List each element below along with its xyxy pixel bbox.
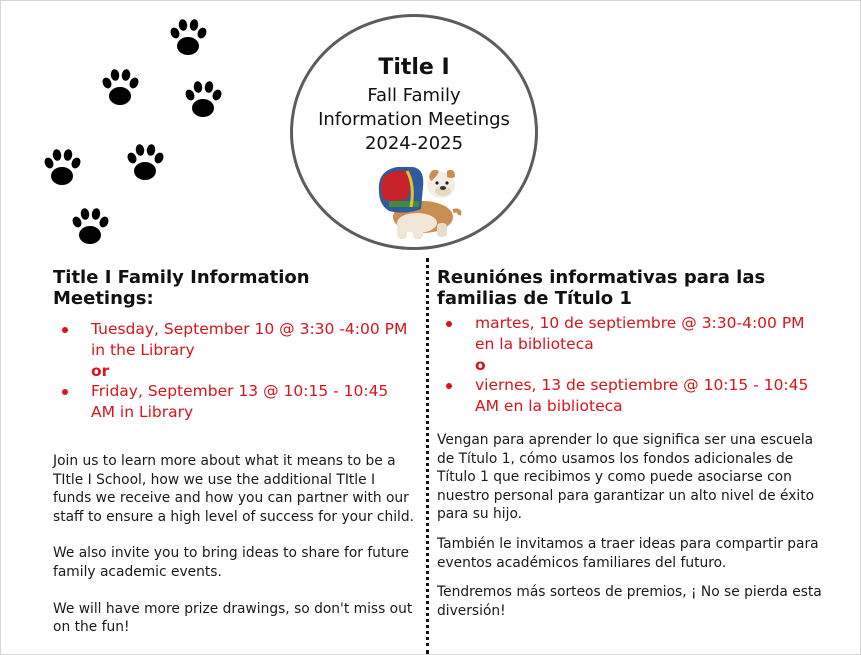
- spanish-paragraph-1: Vengan para aprender lo que significa ser una escuela de Título 1, cómo usamos los fondos adicionales de Título 1 que recibimos y como puede asociarse con nuestro personal para garantizar un alto nivel de éxito para su hijo.: [437, 432, 815, 523]
- bulldog-backpack-illustration: [367, 157, 467, 243]
- english-or: or: [91, 362, 110, 380]
- english-paragraph-2: We also invite you to bring ideas to share for future family academic events.: [53, 545, 409, 580]
- paw-print-icon: [181, 78, 225, 122]
- paw-print-icon: [98, 66, 142, 110]
- badge-line-1: Fall Family: [367, 85, 461, 106]
- english-meetings-list-2: [53, 381, 415, 423]
- meeting-item: viernes, 13 de septiembre @ 10:15 - 10:45 AM en la biblioteca: [475, 375, 822, 417]
- paw-print-icon: [40, 146, 84, 190]
- spanish-meetings-list-2: [437, 375, 822, 417]
- english-paragraph-3: We will have more prize drawings, so don't miss out on the fun!: [53, 600, 413, 636]
- column-divider: [426, 258, 429, 654]
- bullet-icon: [62, 327, 68, 333]
- paw-print-icon: [123, 141, 167, 185]
- english-column: [53, 267, 415, 637]
- spanish-column: [437, 267, 822, 620]
- badge-line-2: Information Meetings: [318, 109, 510, 130]
- bullet-icon: [446, 321, 452, 327]
- badge-year: 2024-2025: [364, 133, 464, 154]
- bullet-icon: [446, 383, 452, 389]
- meeting-item: Friday, September 13 @ 10:15 - 10:45 AM in Library: [91, 381, 415, 423]
- spanish-or: o: [475, 356, 486, 374]
- english-heading: Title I Family Information Meetings:: [53, 267, 310, 309]
- spanish-heading: Reuniónes informativas para las familias de Título 1: [437, 267, 766, 309]
- bullet-icon: [62, 389, 68, 395]
- meeting-item: Tuesday, September 10 @ 3:30 -4:00 PM in the Library: [91, 319, 415, 361]
- badge-title: Title I: [378, 55, 450, 80]
- paw-print-icon: [166, 16, 210, 60]
- spanish-paragraph-2: También le invitamos a traer ideas para compartir para eventos académicos familiares del futuro.: [437, 535, 819, 571]
- english-meetings-list: [53, 319, 415, 361]
- spanish-paragraph-3: Tendremos más sorteos de premios, ¡ No se pierda esta diversión!: [437, 584, 822, 619]
- english-paragraph-1: Join us to learn more about what it means to be a TItle I School, how we use the additional TItle I funds we receive and how you can partner with our staff to ensure a high level of success for your child.: [53, 453, 415, 525]
- title-badge: [290, 14, 538, 250]
- spanish-meetings-list: [437, 313, 822, 355]
- meeting-item: martes, 10 de septiembre @ 3:30-4:00 PM en la biblioteca: [475, 313, 822, 355]
- paw-print-icon: [68, 205, 112, 249]
